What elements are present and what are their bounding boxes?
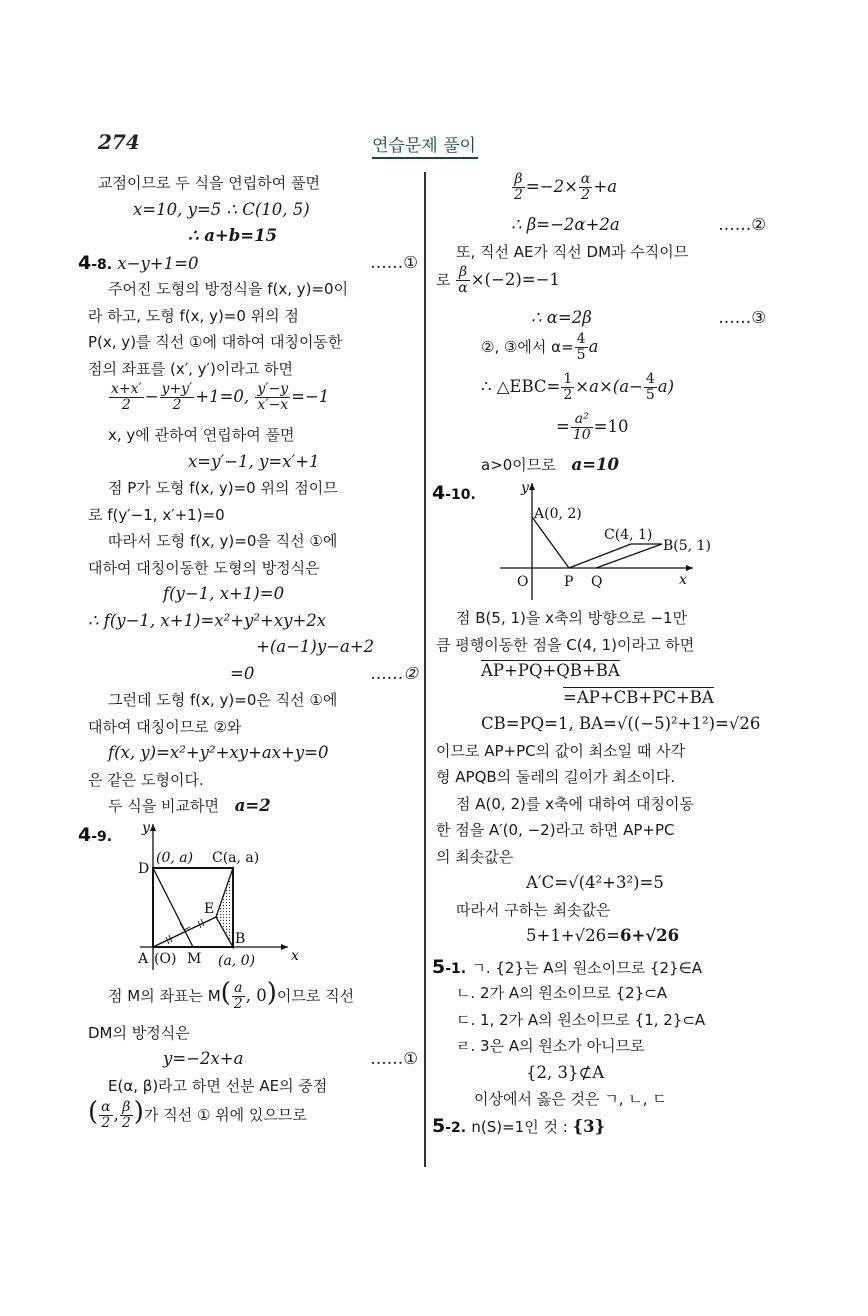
equation-line: 5+1+√26=6+√26: [526, 926, 680, 945]
equation-line: f(x, y)=x²+y²+xy+ax+y=0: [108, 743, 329, 762]
text-line: 따라서 도형 f(x, y)=0을 직선 ①에: [108, 532, 338, 550]
text-line: E(α, β)라고 하면 선분 AE의 중점: [108, 1076, 328, 1095]
answer: a=2: [234, 796, 271, 815]
text-line: 라 하고, 도형 f(x, y)=0 위의 점: [88, 306, 299, 325]
svg-text:D: D: [138, 860, 150, 877]
text-line: 대하여 대칭이므로 ②와: [88, 717, 242, 736]
svg-text:P: P: [564, 574, 574, 590]
text-line: 점 B(5, 1)을 x축의 방향으로 −1만: [456, 609, 688, 627]
text-line: 점의 좌표를 (x′, y′)이라고 하면: [88, 359, 294, 378]
text-line: ㄷ. 1, 2가 A의 원소이므로 {1, 2}⊂A: [456, 1010, 706, 1029]
svg-text:y: y: [521, 480, 529, 496]
fraction-equation: ∴ △EBC= $\frac{1}{2}$ ×a×(a− $\frac{4}{5}$ a): [481, 370, 675, 403]
text-line: 또, 직선 AE가 직선 DM과 수직이므: [456, 242, 689, 261]
left-column: [78, 170, 428, 1139]
text-line: 이상에서 옳은 것은 ㄱ, ㄴ, ㄷ: [474, 1090, 667, 1108]
answer-line: ∴ a+b=15: [188, 226, 278, 245]
equation-marker: ……②: [370, 663, 418, 683]
svg-text:C(4, 1): C(4, 1): [604, 527, 653, 543]
equation-line: A′C=√(4²+3²)=5: [526, 873, 664, 892]
equation-line: =AP+CB+PC+BA: [563, 687, 714, 707]
equation-line: x=y′−1, y=x′+1: [188, 451, 320, 471]
fraction-equation: 로 $\frac{\beta}{\alpha}$ ×(−2)=−1: [436, 264, 560, 296]
problem-5-1: 5-1. ㄱ. {2}는 A의 원소이므로 {2}∈A: [432, 955, 702, 978]
text-line: 큼 평행이동한 점을 C(4, 1)이라고 하면: [436, 635, 695, 654]
text-line: 두 식을 비교하면 a=2: [108, 796, 271, 815]
svg-text:E: E: [204, 900, 215, 917]
equation-marker: ……①: [370, 252, 418, 272]
equation-line: CB=PQ=1, BA=√((−5)²+1²)=√26: [481, 714, 761, 733]
text-line: 대하여 대칭이동한 도형의 방정식은: [88, 558, 320, 577]
equation-line: x=10, y=5 ∴ C(10, 5): [133, 199, 310, 219]
svg-text:C(a, a): C(a, a): [212, 849, 260, 866]
problem-5-2: 5-2. n(S)=1인 것 : {3}: [432, 1114, 606, 1137]
problem-4-8: [78, 250, 428, 277]
svg-text:M: M: [187, 950, 202, 967]
text-line: 점 P가 도형 f(x, y)=0 위의 점이므: [108, 479, 338, 497]
page-number: 274: [98, 130, 140, 154]
svg-text:Q: Q: [591, 574, 603, 590]
text-line: 그런데 도형 f(x, y)=0은 직선 ①에: [108, 691, 338, 709]
problem-number: 4-10.: [432, 482, 476, 504]
equation-line: ∴ β=−2α+2a ……②: [436, 212, 776, 239]
equation-line: f(y−1, x+1)=0: [163, 584, 285, 603]
text-line: P(x, y)를 직선 ①에 대하여 대칭이동한: [88, 333, 343, 351]
section-title: 연습문제 풀이: [372, 131, 478, 159]
svg-text:(0, a): (0, a): [156, 849, 194, 866]
equation-line: {2, 3}⊄A: [526, 1062, 605, 1082]
problem-number: 4-8.: [78, 251, 113, 274]
equation-line: AP+PQ+QB+BA: [481, 661, 620, 680]
text-line: 따라서 구하는 최솟값은: [456, 900, 611, 919]
equation-marker: ……③: [718, 308, 766, 327]
equation-line: y=−2x+a ……①: [88, 1046, 428, 1073]
svg-text:y: y: [142, 819, 150, 836]
fraction-equation: $\frac{x+x'}{2}$ − $\frac{y+y'}{2}$ +1=0, $\frac{y'-y}{x'-x}$ =−1: [111, 381, 330, 413]
svg-text:B: B: [235, 930, 246, 947]
problem-number: 5-2.: [432, 1114, 467, 1137]
answer: {3}: [572, 1116, 606, 1136]
svg-text:x: x: [679, 572, 687, 588]
problem-number: 4-9.: [78, 823, 113, 846]
equation-line: =0 ……②: [88, 661, 428, 688]
text-line: 한 점을 A′(0, −2)라고 하면 AP+PC: [436, 821, 675, 839]
problem-number: 5-1.: [432, 955, 467, 978]
text-line: 주어진 도형의 방정식을 f(x, y)=0이: [108, 280, 349, 298]
equation: x−y+1=0: [117, 253, 199, 273]
text-line: 점 M의 좌표는 M( $\frac{a}{2}$ , 0)이므로 직선: [108, 977, 355, 1012]
text-line: ㄹ. 3은 A의 원소가 아니므로: [456, 1037, 645, 1055]
fraction-equation: $\frac{\beta}{2}$ =−2× $\frac{\alpha}{2}$ +a: [514, 171, 618, 203]
text-line: 형 APQB의 둘레의 길이가 최소이다.: [436, 768, 676, 786]
problem-4-10: [432, 478, 776, 603]
text-line: 점 A(0, 2)를 x축에 대하여 대칭이동: [456, 794, 694, 813]
text-line: DM의 방정식은: [88, 1023, 190, 1042]
right-column: [432, 171, 776, 1139]
svg-text:A(0, 2): A(0, 2): [534, 506, 582, 522]
fraction-equation: ②, ③에서 α= $\frac{4}{5}$ a: [481, 330, 599, 363]
svg-text:B(5, 1): B(5, 1): [663, 538, 711, 554]
text-line: 의 최솟값은: [436, 847, 514, 866]
text-line: a>0이므로 a=10: [481, 454, 620, 474]
square-diagram: [138, 820, 358, 970]
text-line: 은 같은 도형이다.: [88, 770, 204, 789]
text-line: 로 f(y′−1, x′+1)=0: [88, 505, 225, 524]
equation-line: ∴ f(y−1, x+1)=x²+y²+xy+2x: [88, 610, 327, 630]
equation-line: +(a−1)y−a+2: [256, 637, 375, 656]
fraction-equation: = $\frac{\text{a²}}{10}$ =10: [556, 410, 629, 443]
coordinate-diagram: [498, 478, 728, 603]
svg-text:O: O: [517, 574, 529, 590]
problem-4-9: [78, 820, 428, 970]
equation-marker: ……①: [370, 1049, 418, 1068]
answer: 6+√26: [619, 926, 680, 945]
text-line: 교점이므로 두 식을 연립하여 풀면: [98, 174, 320, 192]
equation-marker: ……②: [718, 215, 766, 234]
text-line: x, y에 관하여 연립하여 풀면: [108, 426, 295, 444]
equation-line: ∴ α=2β ……③: [436, 305, 776, 332]
svg-text:A: A: [138, 950, 149, 967]
svg-text:x: x: [291, 947, 299, 964]
answer: a=10: [571, 454, 620, 474]
text-line: ( $\frac{\alpha}{2}$ , $\frac{\beta}{2}$ )가 직선 ① 위에 있으므로: [88, 1097, 307, 1131]
svg-text:(a, 0): (a, 0): [218, 952, 256, 969]
svg-text:(O): (O): [154, 950, 177, 967]
text-line: ㄴ. 2가 A의 원소이므로 {2}⊂A: [456, 984, 668, 1002]
text-line: 이므로 AP+PC의 값이 최소일 때 사각: [436, 741, 686, 760]
